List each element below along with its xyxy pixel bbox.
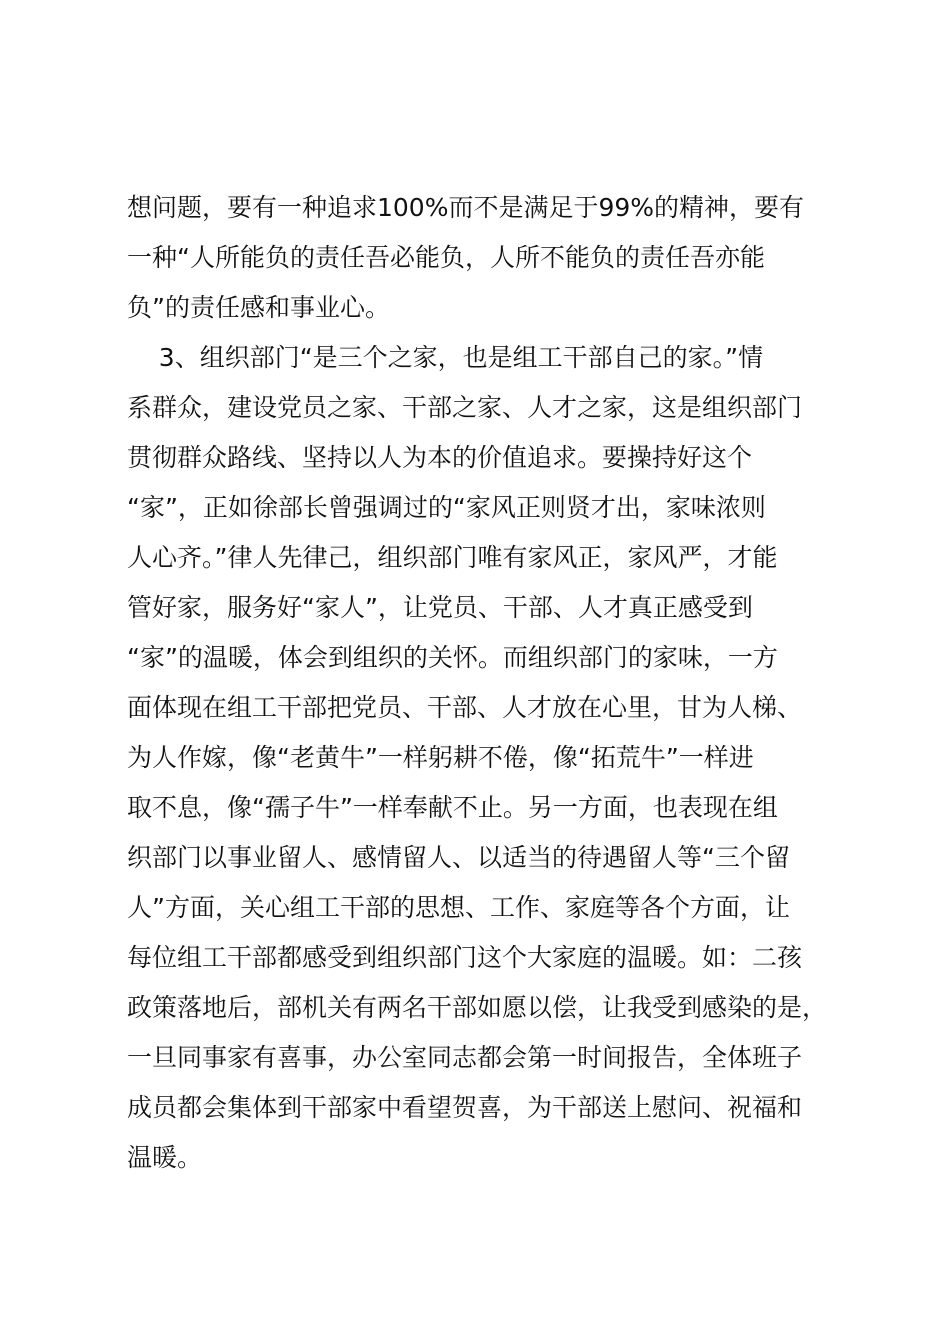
text-line: 面体现在组工干部把党员、干部、人才放在心里，甘为人梯、: [127, 693, 803, 722]
text-line: 人”方面，关心组工干部的思想、工作、家庭等各个方面，让: [127, 893, 790, 922]
body-text: [127, 183, 847, 1183]
text-line: “家”，正如徐部长曾强调过的“家风正则贤才出，家味浓则: [127, 493, 766, 522]
text-line: 一旦同事家有喜事，办公室同志都会第一时间报告，全体班子: [127, 1043, 803, 1072]
text-line: 贯彻群众路线、坚持以人为本的价值追求。要操持好这个: [127, 443, 753, 472]
text-line: 3、组织部门“是三个之家，也是组工干部自己的家。”情: [127, 343, 764, 372]
text-line: “家”的温暖，体会到组织的关怀。而组织部门的家味，一方: [127, 643, 778, 672]
text-line: 一种“人所能负的责任吾必能负，人所不能负的责任吾亦能: [127, 243, 765, 272]
text-line: 想问题，要有一种追求100%而不是满足于99%的精神，要有: [127, 193, 805, 222]
text-line: 为人作嫁，像“老黄牛”一样躬耕不倦，像“拓荒牛”一样进: [127, 743, 754, 772]
text-line: 管好家，服务好“家人”，让党员、干部、人才真正感受到: [127, 593, 753, 622]
text-line: 取不息，像“孺子牛”一样奉献不止。另一方面，也表现在组: [127, 793, 778, 822]
text-line: 织部门以事业留人、感情留人、以适当的待遇留人等“三个留: [127, 843, 790, 872]
text-line: 人心齐。”律人先律己，组织部门唯有家风正，家风严，才能: [127, 543, 778, 572]
text-line: 温暖。: [127, 1143, 203, 1172]
text-line: 每位组工干部都感受到组织部门这个大家庭的温暖。如：二孩: [127, 943, 803, 972]
text-line: 政策落地后，部机关有两名干部如愿以偿，让我受到感染的是，: [127, 993, 828, 1022]
text-line: 负”的责任感和事业心。: [127, 293, 390, 322]
text-line: 系群众，建设党员之家、干部之家、人才之家，这是组织部门: [127, 393, 803, 422]
text-line: 成员都会集体到干部家中看望贺喜，为干部送上慰问、祝福和: [127, 1093, 803, 1122]
